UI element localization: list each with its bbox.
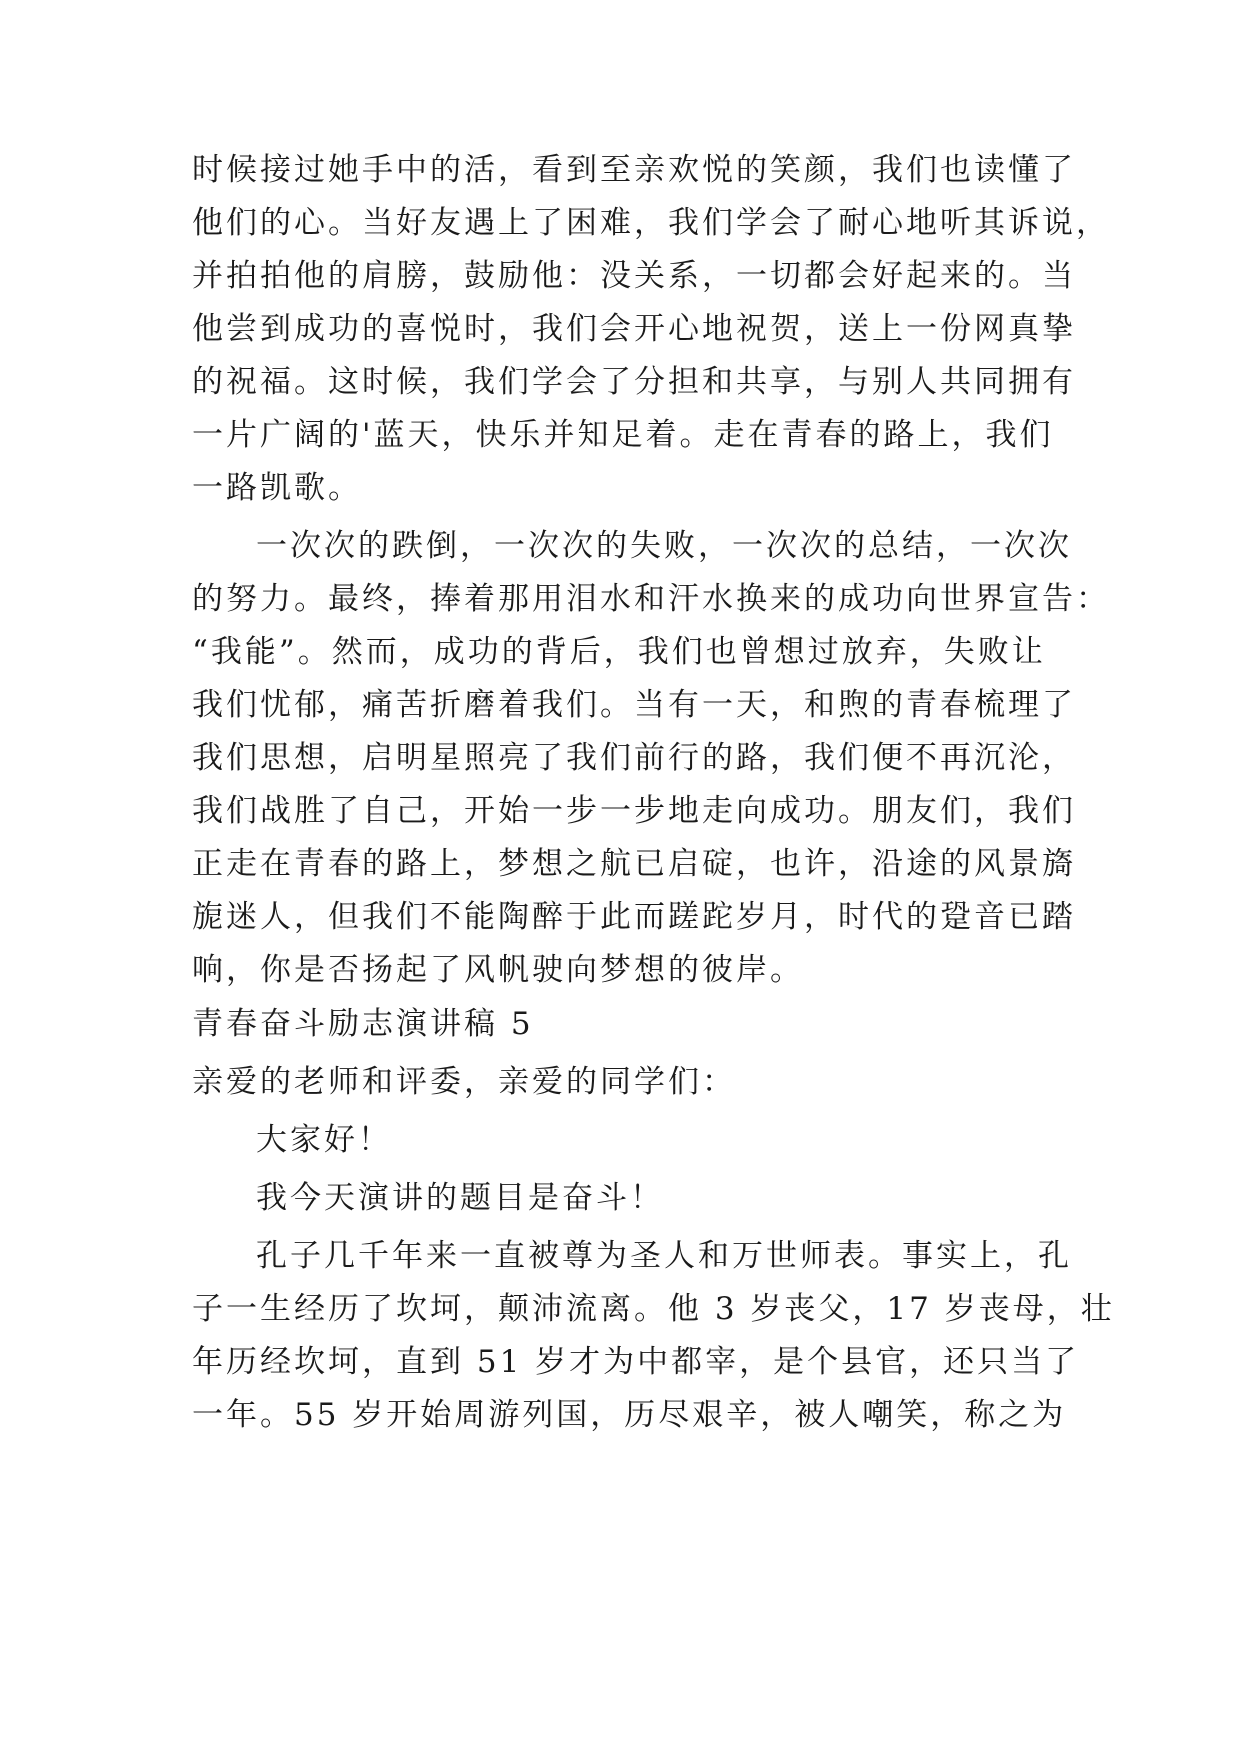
salutation: 亲爱的老师和评委，亲爱的同学们： [192, 1064, 736, 1100]
paragraph-2-line-5: 我们思想，启明星照亮了我们前行的路，我们便不再沉沦， [192, 740, 1076, 776]
speech-topic: 我今天演讲的题目是奋斗！ [256, 1180, 664, 1216]
paragraph-3-line-3: 年历经坎坷，直到 51 岁才为中都宰，是个县官，还只当了 [192, 1344, 1080, 1380]
paragraph-2-line-2: 的努力。最终，捧着那用泪水和汗水换来的成功向世界宣告： [192, 581, 1110, 617]
paragraph-2-line-3: “我能”。然而，成功的背后，我们也曾想过放弃，失败让 [192, 634, 1046, 670]
paragraph-2-line-6: 我们战胜了自己，开始一步一步地走向成功。朋友们，我们 [192, 793, 1076, 829]
paragraph-1-line-4: 他尝到成功的喜悦时，我们会开心地祝贺，送上一份网真挚 [192, 311, 1076, 347]
section-heading: 青春奋斗励志演讲稿 5 [192, 1006, 534, 1042]
paragraph-3-line-4: 一年。55 岁开始周游列国，历尽艰辛，被人嘲笑，称之为 [192, 1397, 1067, 1433]
paragraph-2-line-4: 我们忧郁，痛苦折磨着我们。当有一天，和煦的青春梳理了 [192, 687, 1076, 723]
paragraph-2-line-9: 响，你是否扬起了风帆驶向梦想的彼岸。 [192, 952, 804, 988]
paragraph-1-line-2: 他们的心。当好友遇上了困难，我们学会了耐心地听其诉说， [192, 205, 1110, 241]
paragraph-1-line-1: 时候接过她手中的活，看到至亲欢悦的笑颜，我们也读懂了 [192, 152, 1076, 188]
paragraph-2-line-8: 旎迷人，但我们不能陶醉于此而蹉跎岁月，时代的跫音已踏 [192, 899, 1076, 935]
paragraph-3-line-2: 子一生经历了坎坷，颠沛流离。他 3 岁丧父，17 岁丧母，壮 [192, 1291, 1115, 1327]
greeting: 大家好！ [256, 1122, 392, 1158]
paragraph-1-line-3: 并拍拍他的肩膀，鼓励他：没关系，一切都会好起来的。当 [192, 258, 1076, 294]
paragraph-2-line-7: 正走在青春的路上，梦想之航已启碇，也许，沿途的风景旖 [192, 846, 1076, 882]
paragraph-1-line-7: 一路凯歌。 [192, 470, 362, 506]
paragraph-2-line-1: 一次次的跌倒，一次次的失败，一次次的总结，一次次 [256, 528, 1072, 564]
paragraph-1-line-5: 的祝福。这时候，我们学会了分担和共享，与别人共同拥有 [192, 364, 1076, 400]
paragraph-1-line-6: 一片广阔的'蓝天，快乐并知足着。走在青春的路上，我们 [192, 417, 1054, 453]
paragraph-3-line-1: 孔子几千年来一直被尊为圣人和万世师表。事实上，孔 [256, 1238, 1072, 1274]
